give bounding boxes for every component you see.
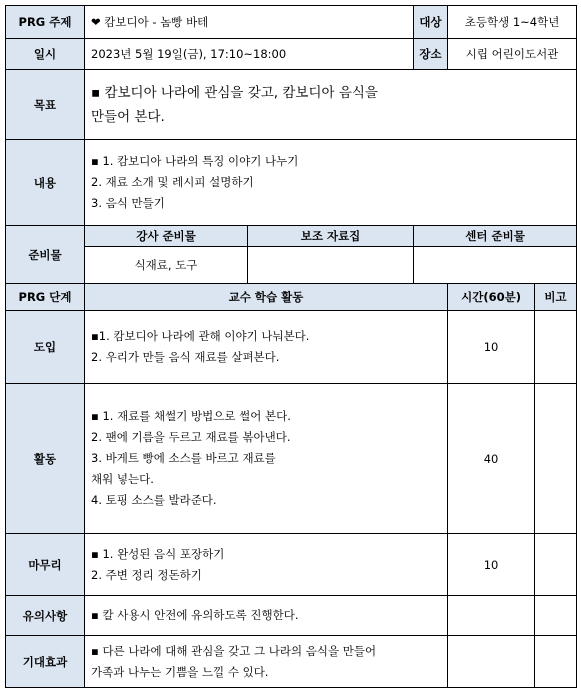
intro-line: 2. 우리가 만들 음식 재료를 살펴본다.	[91, 350, 280, 364]
intro-line: ▪1. 캄보디아 나라에 관해 이야기 나눠본다.	[91, 329, 310, 343]
stage-header: PRG 단계	[6, 284, 85, 311]
target-label: 대상	[414, 6, 448, 39]
materials-teacher-header: 강사 준비물	[85, 226, 248, 247]
closing-note	[535, 534, 577, 596]
activity-note	[535, 384, 577, 534]
intro-content	[85, 311, 448, 384]
content-line: 2. 재료 소개 및 레시피 설명하기	[91, 175, 254, 189]
place-label: 장소	[414, 39, 448, 70]
activity-line: 채워 넣는다.	[91, 472, 154, 486]
closing-line: ▪ 1. 완성된 음식 포장하기	[91, 546, 225, 561]
goal-content	[85, 70, 577, 140]
intro-note	[535, 311, 577, 384]
target-value: 초등학생 1~4학년	[448, 6, 577, 39]
place-value: 시립 어린이도서관	[448, 39, 577, 70]
caution-content	[85, 596, 448, 636]
expected-label: 기대효과	[6, 636, 85, 688]
lesson-plan-table	[5, 5, 577, 688]
materials-label: 준비물	[6, 226, 85, 284]
goal-line: ▪ 캄보디아 나라에 관심을 갖고, 캄보디아 음식을	[91, 84, 378, 101]
intro-label: 도입	[6, 311, 85, 384]
content-line: ▪ 1. 캄보디아 나라의 특징 이야기 나누기	[91, 154, 299, 168]
caution-time	[448, 596, 535, 636]
activity-line: ▪ 1. 재료를 채썰기 방법으로 썰어 본다.	[91, 409, 291, 423]
activity-line: 2. 팬에 기름을 두르고 재료를 볶아낸다.	[91, 430, 291, 444]
date-label: 일시	[6, 39, 85, 70]
expected-line: ▪ 다른 나라에 대해 관심을 갖고 그 나라의 음식을 만들어	[91, 643, 377, 658]
caution-note	[535, 596, 577, 636]
intro-time: 10	[448, 311, 535, 384]
date-value: 2023년 5월 19일(금), 17:10~18:00	[85, 39, 414, 70]
materials-teacher-value: 식재료, 도구	[85, 247, 248, 284]
heart-icon: ❤	[91, 15, 101, 29]
content-label: 내용	[6, 140, 85, 226]
activity-time: 40	[448, 384, 535, 534]
materials-center-value	[414, 247, 577, 284]
activity-content	[85, 384, 448, 534]
time-header: 시간(60분)	[448, 284, 535, 311]
goal-label: 목표	[6, 70, 85, 140]
activity-line: 3. 바게트 빵에 소스를 바르고 재료를	[91, 451, 276, 465]
content-content	[85, 140, 577, 226]
caution-label: 유의사항	[6, 596, 85, 636]
content-line: 3. 음식 만들기	[91, 196, 165, 210]
closing-label: 마무리	[6, 534, 85, 596]
prg-theme-value: 캄보디아 - 놈빵 바테	[104, 15, 209, 29]
activity-label: 활동	[6, 384, 85, 534]
activity-line: 4. 토핑 소스를 발라준다.	[91, 493, 217, 507]
activity-header: 교수 학습 활동	[85, 284, 448, 311]
prg-theme-cell	[85, 6, 414, 39]
closing-content	[85, 534, 448, 596]
expected-note	[535, 636, 577, 688]
prg-theme-label: PRG 주제	[6, 6, 85, 39]
expected-time	[448, 636, 535, 688]
note-header: 비고	[535, 284, 577, 311]
closing-time: 10	[448, 534, 535, 596]
materials-aids-header: 보조 자료집	[248, 226, 414, 247]
materials-center-header: 센터 준비물	[414, 226, 577, 247]
caution-line: ▪ 칼 사용시 안전에 유의하도록 진행한다.	[91, 608, 299, 622]
closing-line: 2. 주변 정리 정돈하기	[91, 567, 202, 582]
expected-line: 가족과 나누는 기쁨을 느낄 수 있다.	[91, 664, 269, 679]
materials-aids-value	[248, 247, 414, 284]
expected-content	[85, 636, 448, 688]
goal-line: 만들어 본다.	[91, 108, 165, 125]
